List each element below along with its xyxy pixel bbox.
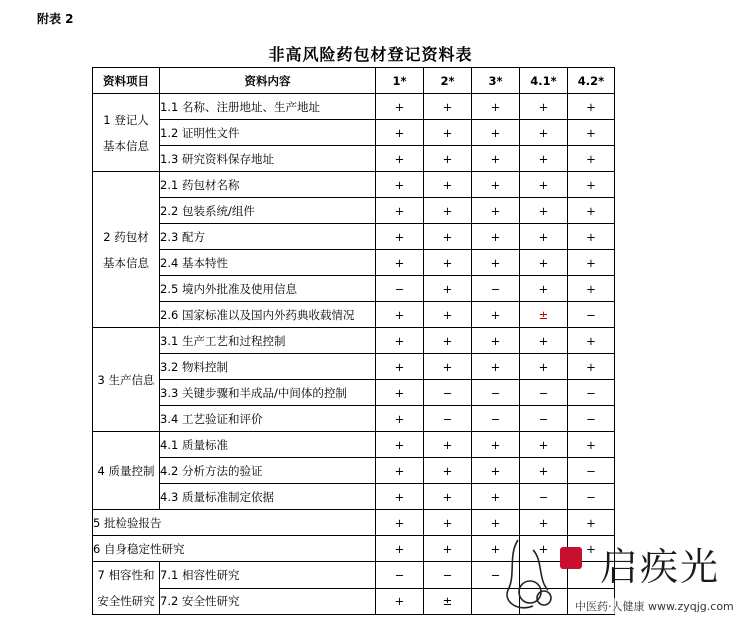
requirement-mark: + — [424, 484, 472, 510]
table-row — [93, 510, 615, 536]
requirement-mark: + — [424, 172, 472, 198]
requirement-mark: + — [424, 146, 472, 172]
requirement-mark: + — [520, 94, 568, 120]
requirement-mark: + — [376, 224, 424, 250]
requirement-mark — [520, 562, 568, 589]
item-content: 1.3 研究资料保存地址 — [160, 146, 376, 172]
requirement-mark — [520, 588, 568, 615]
column-header: 1* — [376, 68, 424, 94]
table-row — [93, 562, 615, 589]
requirement-mark: + — [472, 458, 520, 484]
requirement-mark: + — [568, 198, 615, 224]
item-category: 2 药包材 基本信息 — [93, 172, 160, 328]
column-header: 3* — [472, 68, 520, 94]
table-row — [93, 354, 615, 380]
requirement-mark: + — [568, 354, 615, 380]
requirement-mark: + — [424, 302, 472, 328]
requirement-mark: + — [376, 458, 424, 484]
requirement-mark: + — [520, 276, 568, 302]
table-row — [93, 276, 615, 302]
table-row — [93, 120, 615, 146]
requirement-mark: − — [520, 380, 568, 406]
item-content: 2.2 包装系统/组件 — [160, 198, 376, 224]
column-header: 4.1* — [520, 68, 568, 94]
requirement-mark: + — [424, 458, 472, 484]
requirement-mark: − — [472, 406, 520, 432]
table-row — [93, 328, 615, 354]
requirement-mark: + — [376, 354, 424, 380]
requirement-mark: + — [424, 536, 472, 562]
requirement-mark: + — [472, 432, 520, 458]
requirement-mark: + — [568, 224, 615, 250]
table-row — [93, 458, 615, 484]
requirement-mark: + — [568, 94, 615, 120]
requirement-mark: + — [472, 354, 520, 380]
requirement-mark: + — [568, 276, 615, 302]
column-header: 资料内容 — [160, 68, 376, 94]
requirement-mark: + — [568, 536, 615, 562]
requirement-mark: + — [520, 120, 568, 146]
requirement-mark: + — [520, 146, 568, 172]
requirement-mark: + — [520, 536, 568, 562]
requirement-mark: + — [520, 354, 568, 380]
requirement-mark: + — [520, 510, 568, 536]
requirement-mark: + — [376, 536, 424, 562]
requirement-mark: + — [472, 536, 520, 562]
requirement-mark: + — [424, 276, 472, 302]
item-content: 7.1 相容性研究 — [160, 562, 376, 589]
requirement-mark: + — [424, 198, 472, 224]
requirement-mark: ± — [424, 588, 472, 615]
requirement-mark: + — [520, 172, 568, 198]
table-row — [93, 172, 615, 198]
item-content: 4.3 质量标准制定依据 — [160, 484, 376, 510]
column-header: 2* — [424, 68, 472, 94]
item-content: 2.3 配方 — [160, 224, 376, 250]
item-content: 4.1 质量标准 — [160, 432, 376, 458]
item-category: 4 质量控制 — [93, 432, 160, 510]
item-content: 2.5 境内外批准及使用信息 — [160, 276, 376, 302]
requirement-mark: + — [424, 432, 472, 458]
table-row — [93, 406, 615, 432]
requirement-mark: + — [376, 432, 424, 458]
requirement-mark: − — [472, 276, 520, 302]
header-row — [93, 68, 615, 94]
requirement-mark: + — [376, 172, 424, 198]
table-row — [93, 302, 615, 328]
requirement-mark: + — [424, 224, 472, 250]
requirement-mark: − — [424, 562, 472, 589]
requirement-mark: + — [520, 328, 568, 354]
watermark-brand: 启疾光 — [600, 545, 721, 589]
item-category: 3 生产信息 — [93, 328, 160, 432]
requirement-mark: + — [424, 510, 472, 536]
requirement-mark: + — [568, 250, 615, 276]
requirement-mark: + — [472, 328, 520, 354]
appendix-label: 附表 2 — [37, 12, 74, 26]
requirement-mark: + — [472, 484, 520, 510]
item-content: 7.2 安全性研究 — [160, 588, 376, 615]
requirement-mark: + — [376, 484, 424, 510]
requirement-mark: + — [568, 328, 615, 354]
requirement-mark: + — [520, 458, 568, 484]
requirement-mark: + — [568, 510, 615, 536]
requirement-mark: + — [520, 250, 568, 276]
requirement-mark: − — [472, 562, 520, 589]
requirement-mark: + — [472, 250, 520, 276]
table-title: 非高风险药包材登记资料表 — [268, 45, 473, 64]
requirement-mark: − — [568, 406, 615, 432]
requirement-mark: + — [472, 224, 520, 250]
requirement-mark: + — [424, 354, 472, 380]
table-row — [93, 380, 615, 406]
requirement-mark: − — [424, 380, 472, 406]
requirement-mark: + — [472, 510, 520, 536]
requirement-mark: + — [568, 172, 615, 198]
requirement-mark: + — [376, 250, 424, 276]
item-content: 1.1 名称、注册地址、生产地址 — [160, 94, 376, 120]
requirement-mark: + — [568, 432, 615, 458]
item-category: 7 相容性和 安全性研究 — [93, 562, 160, 615]
requirement-mark: − — [568, 458, 615, 484]
requirement-mark: + — [376, 588, 424, 615]
item-content: 3.2 物料控制 — [160, 354, 376, 380]
requirement-mark: + — [376, 510, 424, 536]
requirement-mark: − — [520, 406, 568, 432]
item-content: 2.1 药包材名称 — [160, 172, 376, 198]
requirement-mark: + — [424, 94, 472, 120]
requirement-mark: + — [472, 120, 520, 146]
item-content: 3.4 工艺验证和评价 — [160, 406, 376, 432]
item-content: 1.2 证明性文件 — [160, 120, 376, 146]
requirement-mark: + — [520, 224, 568, 250]
column-header: 4.2* — [568, 68, 615, 94]
item-category: 1 登记人 基本信息 — [93, 94, 160, 172]
requirement-mark: + — [376, 302, 424, 328]
watermark-url: 中医药·人健康 www.zyqjg.com — [572, 598, 737, 614]
requirement-mark: + — [376, 146, 424, 172]
requirement-mark: − — [568, 484, 615, 510]
requirement-mark: + — [472, 146, 520, 172]
registration-table — [92, 67, 615, 615]
table-row — [93, 484, 615, 510]
requirement-mark: + — [472, 198, 520, 224]
requirement-mark: − — [568, 380, 615, 406]
requirement-mark: + — [424, 250, 472, 276]
requirement-mark: + — [376, 328, 424, 354]
item-content: 3.1 生产工艺和过程控制 — [160, 328, 376, 354]
requirement-mark: + — [424, 328, 472, 354]
requirement-mark: + — [376, 120, 424, 146]
requirement-mark: − — [472, 380, 520, 406]
table-row — [93, 198, 615, 224]
requirement-mark: ± — [520, 302, 568, 328]
item-category: 6 自身稳定性研究 — [93, 536, 376, 562]
requirement-mark: + — [472, 302, 520, 328]
item-content: 4.2 分析方法的验证 — [160, 458, 376, 484]
requirement-mark: − — [376, 276, 424, 302]
requirement-mark: + — [520, 432, 568, 458]
table-row — [93, 146, 615, 172]
item-content: 3.3 关键步骤和半成品/中间体的控制 — [160, 380, 376, 406]
table-row — [93, 94, 615, 120]
table-row — [93, 250, 615, 276]
requirement-mark: + — [376, 380, 424, 406]
requirement-mark: + — [568, 146, 615, 172]
item-content: 2.4 基本特性 — [160, 250, 376, 276]
requirement-mark: + — [472, 94, 520, 120]
table-row — [93, 432, 615, 458]
requirement-mark: − — [568, 302, 615, 328]
item-content: 2.6 国家标准以及国内外药典收载情况 — [160, 302, 376, 328]
requirement-mark: + — [376, 406, 424, 432]
table-row — [93, 536, 615, 562]
requirement-mark: − — [376, 562, 424, 589]
requirement-mark: + — [376, 94, 424, 120]
requirement-mark: + — [568, 120, 615, 146]
requirement-mark: + — [424, 120, 472, 146]
column-header: 资料项目 — [93, 68, 160, 94]
item-category: 5 批检验报告 — [93, 510, 376, 536]
table-row — [93, 224, 615, 250]
requirement-mark: + — [472, 172, 520, 198]
requirement-mark: − — [424, 406, 472, 432]
requirement-mark: + — [520, 198, 568, 224]
table-row — [93, 588, 615, 615]
requirement-mark: + — [376, 198, 424, 224]
requirement-mark — [472, 588, 520, 615]
requirement-mark: − — [520, 484, 568, 510]
